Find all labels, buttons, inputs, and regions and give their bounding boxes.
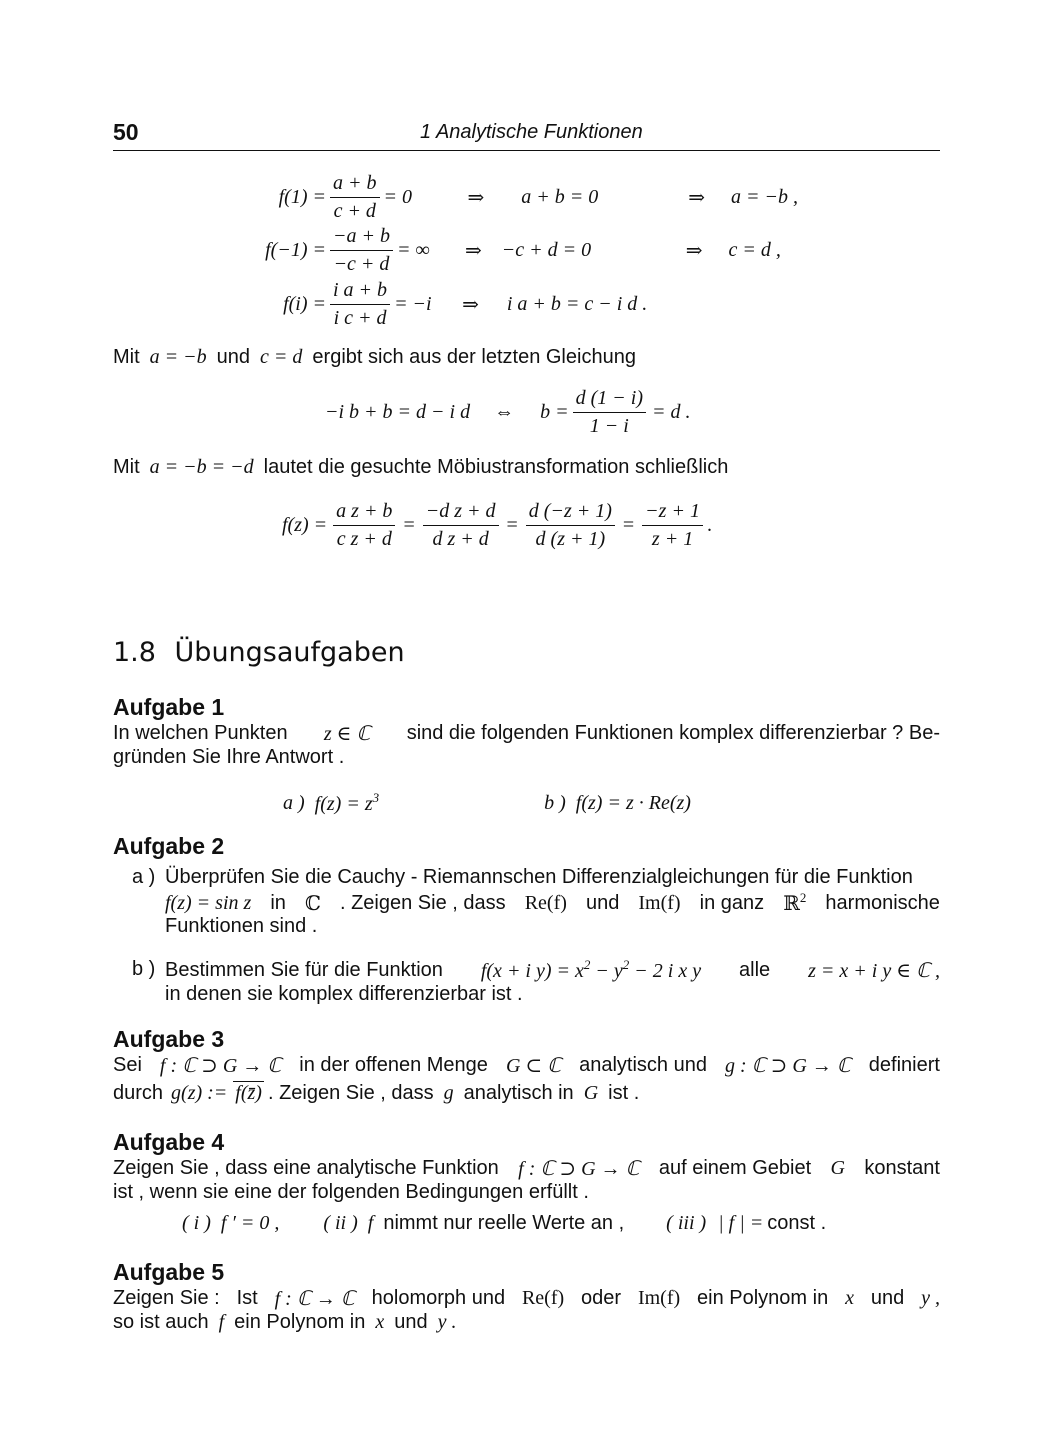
text: Zeigen Sie : — [113, 1287, 220, 1309]
task-2b-line-2: in denen sie komplex differenzierbar ist . — [165, 983, 523, 1005]
text: Bestimmen Sie für die Funktion — [165, 958, 443, 981]
part-label: a ) — [283, 791, 305, 814]
math-inline: y . — [437, 1311, 457, 1333]
eq-result: c = d , — [728, 238, 781, 261]
text: so ist auch — [113, 1311, 209, 1333]
condition-text: nimmt nur reelle Werte an , — [383, 1212, 625, 1234]
text: Zeigen Sie , dass eine analytische Funktion — [113, 1157, 499, 1179]
eq-lhs: f(i) = — [283, 292, 326, 315]
text: analytisch in — [463, 1081, 574, 1104]
expr: − 2 i x y — [634, 960, 702, 982]
eq-lhs: f(−1) = — [265, 238, 326, 261]
task-2a-label: a ) — [132, 866, 156, 888]
expr: − y — [595, 960, 623, 982]
text: ergibt sich aus der letzten Gleichung — [312, 345, 636, 368]
math-inline: f — [367, 1212, 374, 1234]
fraction-denominator: d (z + 1) — [535, 527, 606, 550]
fraction-denominator: −c + d — [333, 252, 390, 275]
eq-rhs: = 0 — [383, 185, 412, 208]
text: Ist — [236, 1287, 258, 1309]
implies-arrow: ⇒ — [688, 186, 706, 209]
eq-lhs: −i b + b = d − i d — [325, 400, 471, 423]
math-inline: g(z) := — [171, 1081, 228, 1104]
text: in — [270, 891, 286, 914]
text: Sei — [113, 1054, 142, 1076]
equals-sign: = — [403, 513, 415, 536]
condition-label: ( i ) — [182, 1212, 211, 1234]
text: auf einem Gebiet — [658, 1157, 812, 1179]
fraction — [330, 279, 390, 330]
math-inline: Im(f) — [637, 1287, 681, 1309]
task-4-line-1 — [113, 1156, 940, 1181]
math-inline: G ⊂ ℂ — [505, 1055, 562, 1077]
fraction — [333, 500, 395, 551]
text: ein Polynom in — [697, 1287, 829, 1309]
text: durch — [113, 1081, 164, 1104]
condition-label: ( ii ) — [323, 1212, 358, 1234]
text: in der offenen Menge — [299, 1054, 488, 1076]
text: holomorph und — [371, 1287, 506, 1309]
text: und — [585, 891, 620, 914]
section-number: 1.8 — [113, 637, 156, 668]
task-5-line-1 — [113, 1286, 940, 1311]
text: alle — [739, 958, 771, 981]
eq-lhs: f(1) = — [278, 185, 326, 208]
fraction-numerator: a + b — [330, 172, 380, 198]
eq-result: a = −b , — [731, 185, 799, 208]
text-line-1 — [113, 344, 636, 370]
text: In welchen Punkten — [113, 722, 288, 744]
fraction — [330, 172, 380, 223]
exponent: 3 — [372, 790, 380, 805]
fraction-denominator: c + d — [333, 199, 376, 222]
period: . — [706, 513, 712, 536]
math-inline: f — [218, 1311, 225, 1333]
equation-b — [325, 386, 690, 438]
section-title: Übungsaufgaben — [174, 637, 405, 668]
task-4-conditions — [182, 1212, 826, 1235]
equals-sign: = — [622, 513, 635, 536]
math-inline: f : ℂ ⊃ G → ℂ — [518, 1158, 640, 1180]
fraction-numerator: −a + b — [330, 225, 393, 251]
text: konstant — [864, 1157, 940, 1179]
real-numbers: ℝ — [783, 893, 800, 915]
task-1-title: Aufgabe 1 — [113, 694, 225, 720]
task-1-line-2: gründen Sie Ihre Antwort . — [113, 746, 345, 768]
math-inline — [783, 890, 806, 916]
math-inline: g : ℂ ⊃ G → ℂ — [724, 1055, 851, 1077]
text: definiert — [868, 1054, 940, 1076]
part-b-expr: f(z) = z · Re(z) — [575, 791, 691, 814]
task-3-line-2 — [113, 1081, 639, 1105]
fraction-denominator: d z + d — [432, 527, 489, 550]
fraction — [642, 500, 703, 551]
condition-expr: f ′ = 0 , — [220, 1212, 280, 1234]
running-title: 1 Analytische Funktionen — [420, 121, 643, 143]
task-2a-line-2 — [165, 890, 940, 916]
equation-f-minus-1 — [230, 224, 781, 276]
math-inline: z ∈ ℂ — [323, 723, 371, 745]
fraction-numerator: d (−z + 1) — [526, 500, 615, 526]
exponent: 2 — [583, 957, 591, 972]
fraction — [330, 225, 393, 276]
equation-f-i — [250, 278, 647, 330]
text: ist . — [608, 1081, 640, 1104]
fraction-numerator: i a + b — [330, 279, 390, 305]
equation-f1 — [250, 172, 798, 222]
task-2a-line-3: Funktionen sind . — [165, 915, 318, 937]
text: harmonische — [825, 891, 940, 914]
math-inline: x — [845, 1287, 854, 1309]
eq-mid: a + b = 0 — [521, 185, 599, 208]
math-inline: Re(f) — [521, 1287, 565, 1309]
eq-rhs: = ∞ — [397, 238, 430, 261]
part-a-expr — [315, 790, 379, 816]
text: und — [870, 1287, 905, 1309]
implies-arrow: ⇒ — [467, 186, 485, 209]
text: ein Polynom in — [234, 1311, 366, 1333]
math-inline: Re(f) — [524, 891, 567, 914]
condition-text: const . — [767, 1212, 827, 1234]
math-inline: f : ℂ ⊃ G → ℂ — [159, 1055, 282, 1077]
text: . Zeigen Sie , dass — [339, 891, 506, 914]
math-inline: G — [583, 1081, 599, 1104]
exponent: 2 — [622, 957, 630, 972]
fraction-denominator: i c + d — [333, 306, 387, 329]
eq-rhs: = −i — [394, 292, 432, 315]
math-inline: z = x + i y ∈ ℂ , — [808, 959, 940, 982]
task-3-line-1 — [113, 1053, 940, 1078]
text: und — [394, 1311, 428, 1333]
text: in ganz — [699, 891, 765, 914]
eq-mid: −c + d = 0 — [501, 238, 592, 261]
equals-sign: = — [506, 513, 518, 536]
fraction-denominator: z + 1 — [651, 527, 694, 550]
math-inline: a = −b = −d — [149, 455, 254, 478]
math-inline: G — [830, 1157, 845, 1179]
task-2a-line-1: Überprüfen Sie die Cauchy - Riemannschen Differenzialgleichungen für die Funktion — [165, 866, 913, 888]
iff-arrow: ⇔ — [494, 400, 515, 423]
text: lautet die gesuchte Möbiustransformation schließlich — [263, 455, 729, 478]
text: analytisch und — [579, 1054, 707, 1076]
fraction-numerator: d (1 − i) — [573, 387, 646, 413]
eq-lhs: f(z) = — [282, 513, 328, 536]
task-2-title: Aufgabe 2 — [113, 833, 225, 859]
condition-label: ( iii ) — [666, 1212, 707, 1234]
fraction-denominator: c z + d — [336, 527, 392, 550]
task-2b-label: b ) — [132, 958, 156, 980]
math-inline: c = d — [260, 345, 303, 368]
expr: f(z) = z — [314, 793, 373, 815]
task-4-title: Aufgabe 4 — [113, 1129, 225, 1155]
fraction — [526, 500, 615, 551]
text: . Zeigen Sie , dass — [267, 1081, 434, 1104]
expr: f(x + i y) = x — [480, 960, 584, 982]
math-inline: f(z) = sin z — [165, 891, 252, 914]
text: oder — [581, 1287, 622, 1309]
implies-arrow: ⇒ — [685, 239, 703, 262]
math-inline-conjugate: f(z̄) — [235, 1082, 262, 1104]
text: Mit — [113, 345, 140, 368]
task-5-title: Aufgabe 5 — [113, 1259, 225, 1285]
fraction-numerator: −d z + d — [423, 500, 499, 526]
implies-arrow: ⇒ — [465, 239, 482, 262]
math-inline: | f | = — [718, 1212, 764, 1234]
text: Mit — [113, 455, 140, 478]
text-line-2 — [113, 454, 728, 480]
fraction-numerator: a z + b — [333, 500, 395, 526]
eq-rhs: = d . — [651, 400, 691, 423]
fraction-numerator: −z + 1 — [642, 500, 703, 526]
text: und — [216, 345, 251, 368]
math-inline: f : ℂ → ℂ — [274, 1288, 355, 1310]
math-inline: g — [443, 1081, 454, 1104]
task-5-line-2 — [113, 1311, 457, 1334]
section-heading — [113, 637, 405, 668]
task-4-line-2: ist , wenn sie eine der folgenden Bedingungen erfüllt . — [113, 1181, 589, 1203]
math-inline — [481, 957, 701, 983]
fraction — [423, 500, 499, 551]
header-rule — [113, 150, 940, 151]
math-inline: ℂ — [304, 892, 321, 915]
eq-mid: i a + b = c − i d . — [506, 292, 648, 315]
text: sind die folgenden Funktionen komplex differenzierbar ? Be- — [406, 722, 940, 744]
fraction-denominator: 1 − i — [589, 414, 629, 437]
task-2b-line-1 — [165, 957, 940, 983]
task-3-title: Aufgabe 3 — [113, 1026, 225, 1052]
math-inline: a = −b — [149, 345, 207, 368]
page-number: 50 — [113, 119, 139, 145]
task-1-parts — [283, 790, 691, 816]
eq-b: b = — [540, 400, 569, 423]
math-inline: y , — [921, 1287, 940, 1309]
fraction — [573, 387, 646, 438]
implies-arrow: ⇒ — [462, 293, 479, 316]
equation-moebius — [282, 498, 712, 552]
exponent: 2 — [799, 890, 807, 905]
part-label: b ) — [544, 791, 566, 814]
task-1-line-1 — [113, 721, 940, 746]
math-inline: x — [375, 1311, 385, 1333]
math-inline: Im(f) — [638, 891, 681, 914]
